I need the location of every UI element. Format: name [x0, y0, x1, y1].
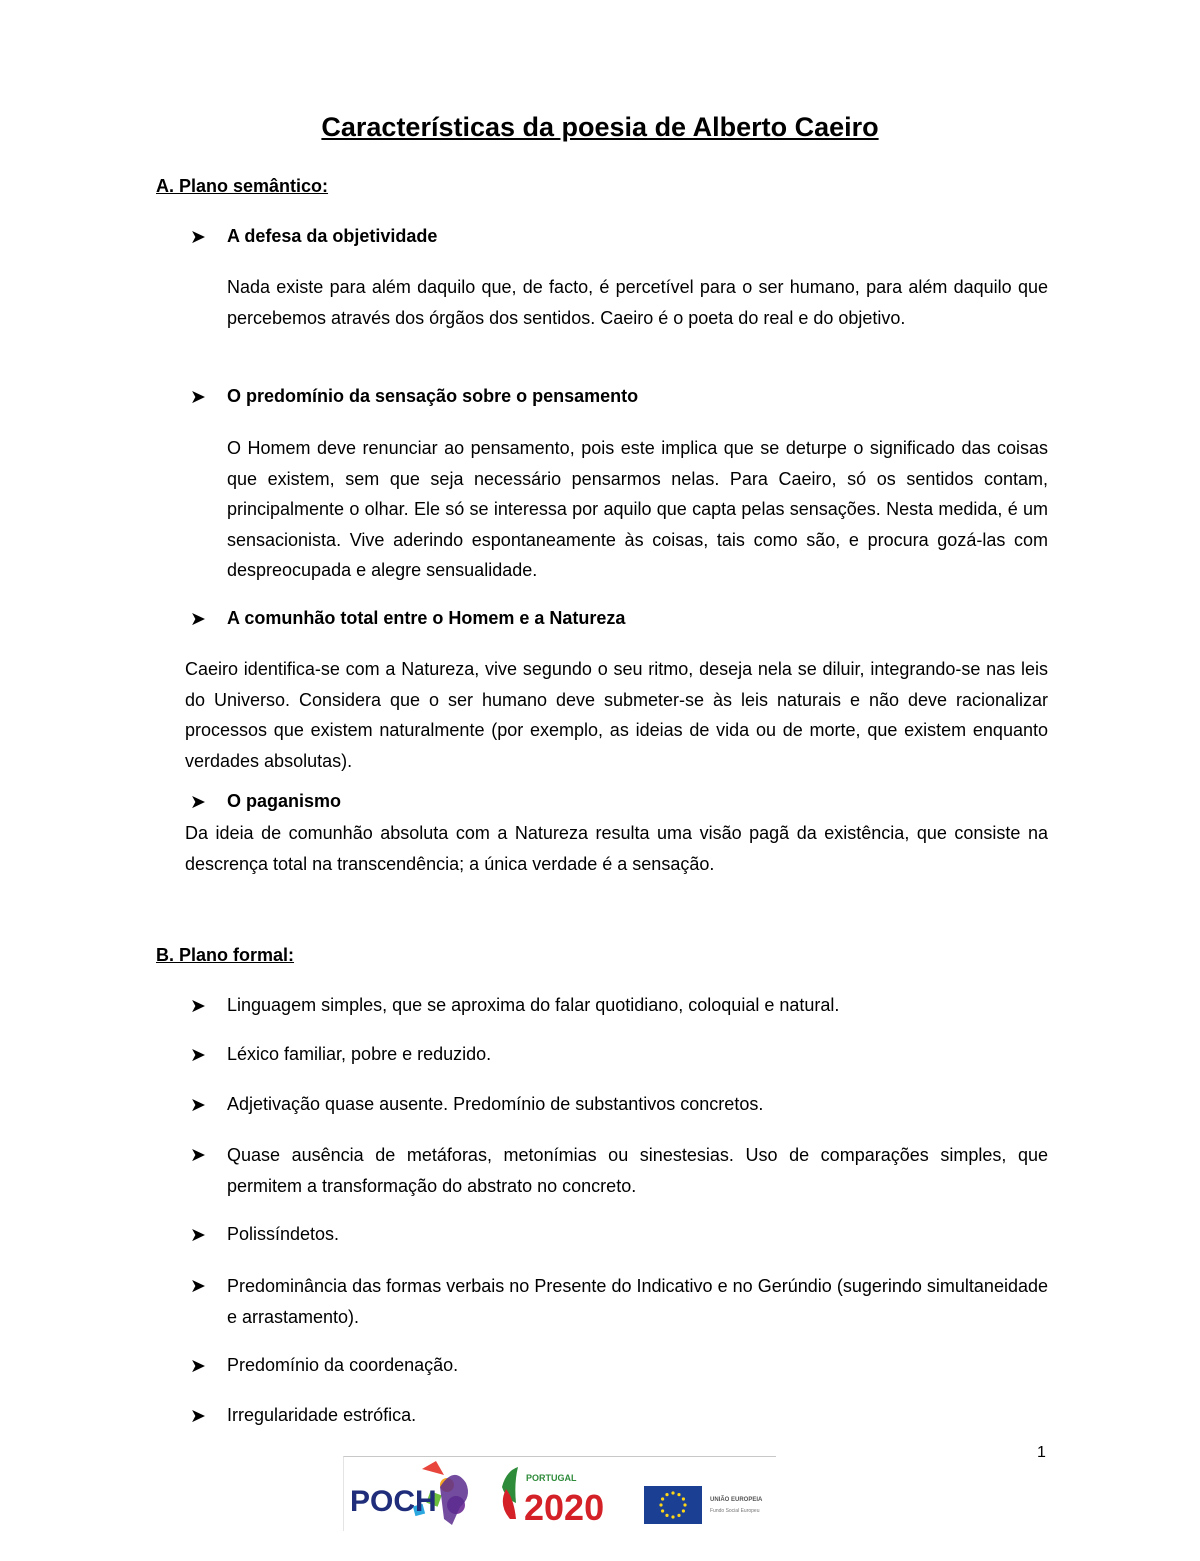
svg-text:2020: 2020: [524, 1487, 605, 1528]
paragraph: O Homem deve renunciar ao pensamento, pois este implica que se deturpe o significado das coisas que existem, sem que seja necessário pensarmos nelas. Para Caeiro, só os sentidos contam, principalmente o olhar. Ele só se interessa por aquilo que capta pelas sensações. Nesta medida, é um sensacionista. Vive aderindo espontaneamente às coisas, tais como são, e procura gozá-las com despreocupada e alegre sensualidade.: [227, 438, 1048, 580]
section-b-heading: B. Plano formal:: [156, 945, 295, 965]
list-item: Predomínio da coordenação.: [227, 1355, 459, 1375]
list-item: Linguagem simples, que se aproxima do falar quotidiano, coloquial e natural.: [227, 995, 840, 1015]
arrowhead-bullet-icon: ➤: [190, 1095, 206, 1116]
section-a-heading: A. Plano semântico:: [156, 176, 329, 196]
arrowhead-bullet-icon: ➤: [190, 1145, 206, 1166]
poch-logo-icon: [350, 1461, 468, 1525]
arrowhead-bullet-icon: ➤: [190, 1276, 206, 1297]
list-item: Irregularidade estrófica.: [227, 1405, 417, 1425]
page-number: 1: [1037, 1444, 1046, 1461]
svg-text:UNIÃO EUROPEIA: UNIÃO EUROPEIA: [710, 1497, 763, 1503]
footer-logos: [344, 1457, 776, 1531]
arrowhead-bullet-icon: ➤: [190, 996, 206, 1017]
bullet-title: A defesa da objetividade: [227, 226, 438, 246]
arrowhead-bullet-icon: ➤: [190, 1045, 206, 1066]
list-item: Predominância das formas verbais no Presente do Indicativo e no Gerúndio (sugerindo simultaneidade e arrastamento).: [227, 1276, 1048, 1327]
list-item: Adjetivação quase ausente. Predomínio de substantivos concretos.: [227, 1094, 764, 1114]
bullet-title: O predomínio da sensação sobre o pensamento: [227, 386, 639, 406]
bullet-title: O paganismo: [227, 791, 342, 811]
eu-flag-icon: [644, 1486, 763, 1524]
arrowhead-bullet-icon: ➤: [190, 1356, 206, 1377]
svg-text:Fundo Social Europeu: Fundo Social Europeu: [710, 1508, 760, 1514]
footer-logo-strip: [343, 1456, 776, 1531]
paragraph: Caeiro identifica-se com a Natureza, vive segundo o seu ritmo, deseja nela se diluir, integrando-se nas leis do Universo. Considera que o ser humano deve submeter-se às leis naturais e não deve racionalizar processos que existem naturalmente (por exemplo, as ideias de vida ou de morte, que existem enquanto verdades absolutas).: [185, 659, 1048, 771]
arrowhead-bullet-icon: ➤: [190, 1225, 206, 1246]
portugal-2020-logo-icon: [502, 1467, 604, 1528]
svg-text:PORTUGAL: PORTUGAL: [526, 1473, 577, 1483]
bullet-title: A comunhão total entre o Homem e a Natureza: [227, 608, 626, 628]
paragraph: Da ideia de comunhão absoluta com a Natureza resulta uma visão pagã da existência, que consiste na descrença total na transcendência; a única verdade é a sensação.: [185, 823, 1048, 874]
list-item: Quase ausência de metáforas, metonímias ou sinestesias. Uso de comparações simples, que permitem a transformação do abstrato no concreto.: [227, 1145, 1048, 1196]
arrowhead-bullet-icon: ➤: [190, 1406, 206, 1427]
svg-text:POCH: POCH: [350, 1485, 437, 1518]
arrowhead-bullet-icon: ➤: [190, 227, 206, 248]
arrowhead-bullet-icon: ➤: [190, 609, 206, 630]
arrowhead-bullet-icon: ➤: [190, 792, 206, 813]
page-title: Características da poesia de Alberto Caeiro: [321, 112, 879, 142]
paragraph: Nada existe para além daquilo que, de facto, é percetível para o ser humano, para além daquilo que percebemos através dos órgãos dos sentidos. Caeiro é o poeta do real e do objetivo.: [227, 277, 1048, 328]
arrowhead-bullet-icon: ➤: [190, 387, 206, 408]
list-item: Polissíndetos.: [227, 1224, 340, 1244]
list-item: Léxico familiar, pobre e reduzido.: [227, 1044, 492, 1064]
